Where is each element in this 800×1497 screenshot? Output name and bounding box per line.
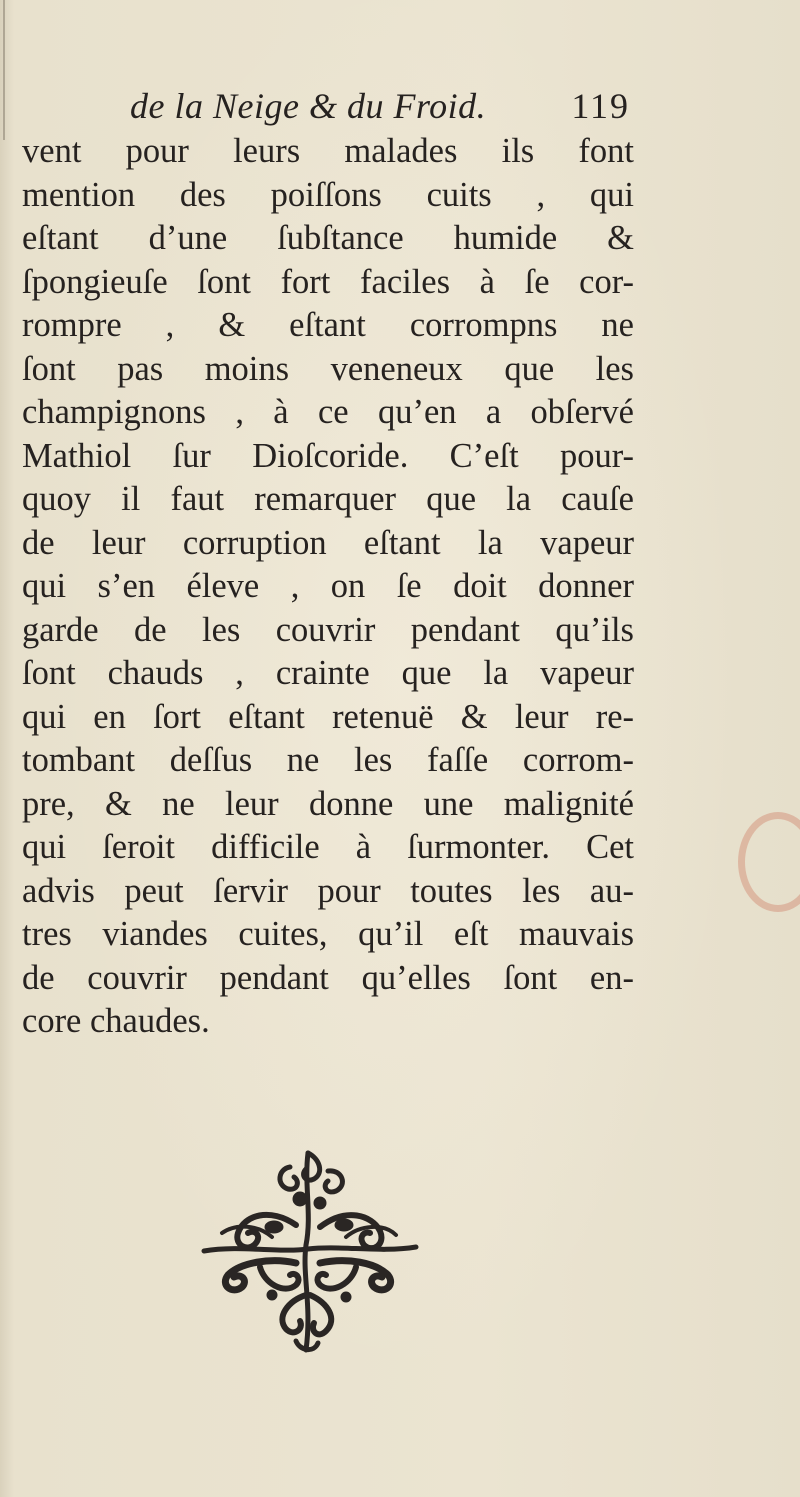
text-line: quoy il faut remarquer que la cauſe <box>22 480 634 518</box>
text-line: mention des poiſſons cuits , qui <box>22 175 634 214</box>
text-line: qui en ſort eſtant retenuë & leur re- <box>22 697 634 736</box>
text-line: rompre , & eſtant corrompns ne <box>22 306 634 344</box>
text-line: garde de les couvrir pendant qu’ils <box>22 610 634 649</box>
text-line: qui ſeroit difficile à ſurmonter. Cet <box>22 828 634 866</box>
running-header <box>130 82 630 130</box>
text-line: pre, & ne leur donne une malignité <box>22 784 634 823</box>
text-line: advis peut ſervir pour toutes les au- <box>22 871 634 910</box>
fleuron-ornament-icon <box>200 1145 420 1360</box>
text-line: ſpongieuſe ſont fort faciles à ſe cor- <box>22 262 634 301</box>
text-line: tres viandes cuites, qu’il eſt mauvais <box>22 915 634 953</box>
text-line: Mathiol ſur Dioſcoride. C’eſt pour- <box>22 436 634 475</box>
text-line: de leur corruption eſtant la vapeur <box>22 523 634 562</box>
text-line: champignons , à ce qu’en a obſervé <box>22 393 634 431</box>
page-number: 119 <box>571 86 630 126</box>
text-line: ſont pas moins veneneux que les <box>22 349 634 388</box>
text-line: core chaudes. <box>22 1002 210 1040</box>
text-line: eſtant d’une ſubſtance humide & <box>22 219 634 257</box>
page-edge-shadow <box>3 0 5 140</box>
running-title: de la Neige & du Froid. <box>130 86 487 126</box>
text-line: qui s’en éleve , on ſe doit donner <box>22 567 634 605</box>
paper-stain <box>738 812 800 912</box>
text-line: de couvrir pendant qu’elles ſont en- <box>22 958 634 997</box>
text-line: ſont chauds , crainte que la vapeur <box>22 654 634 692</box>
body-text <box>22 130 634 1090</box>
text-line: vent pour leurs malades ils font <box>22 132 634 170</box>
text-line: tombant deſſus ne les faſſe corrom- <box>22 741 634 779</box>
